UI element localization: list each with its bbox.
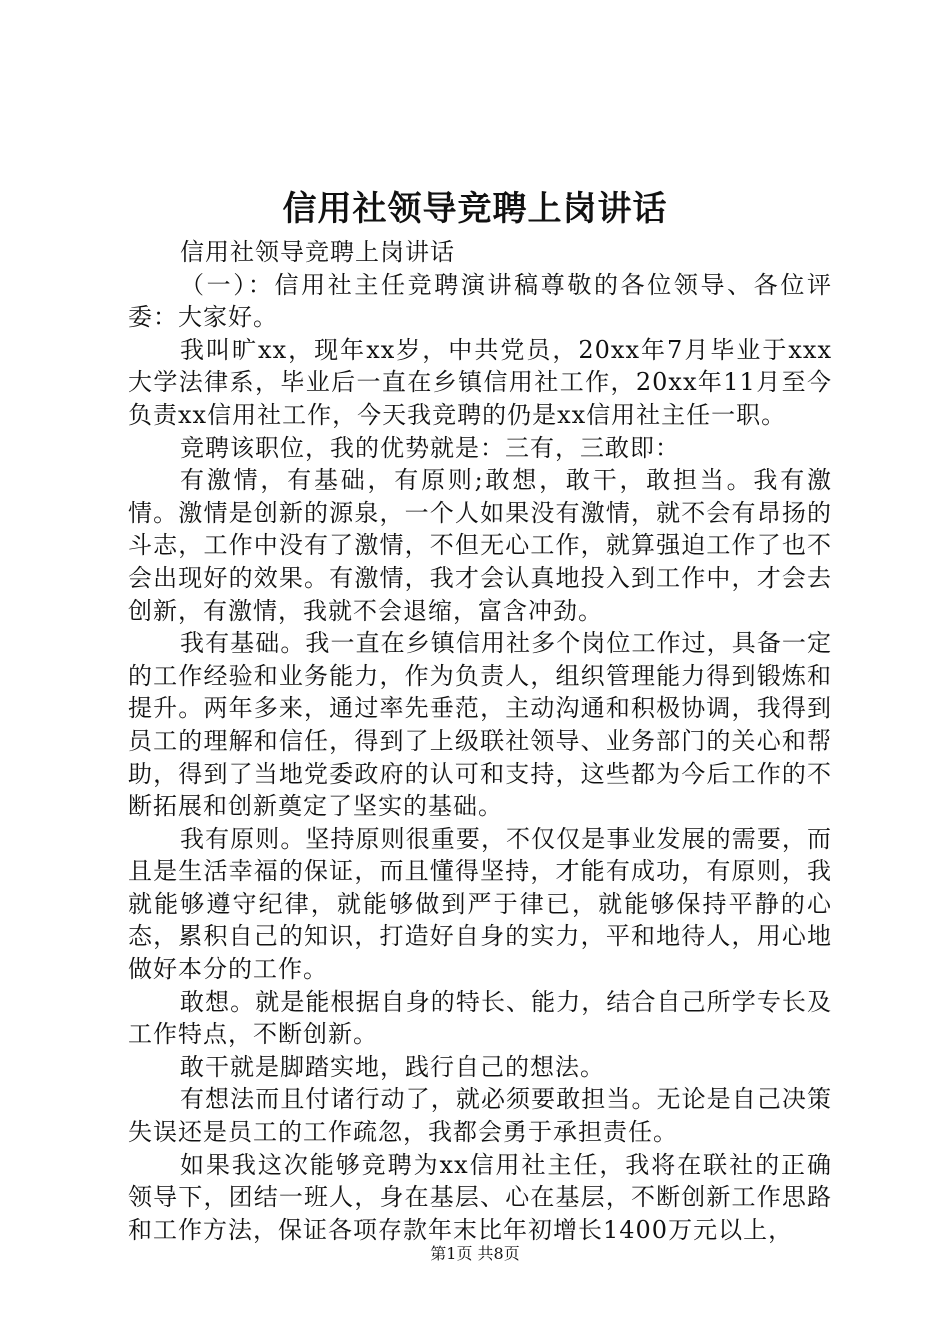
paragraph: 如果我这次能够竞聘为xx信用社主任，我将在联社的正确领导下，团结一班人，身在基层、心在基层，不断创新工作思路和工作方法，保证各项存款年末比年初增长1400万元以上， bbox=[128, 1150, 832, 1244]
document-title: 信用社领导竞聘上岗讲话 bbox=[282, 189, 668, 229]
paragraph: 我有基础。我一直在乡镇信用社多个岗位工作过，具备一定的工作经验和业务能力，作为负责人，组织管理能力得到锻炼和提升。两年多来，通过率先垂范，主动沟通和积极协调，我得到员工的理解和信任，得到了上级联社领导、业务部门的关心和帮助，得到了当地党委政府的认可和支持，这些都为今后工作的不断拓展和创新奠定了坚实的基础。 bbox=[128, 629, 832, 821]
document-body bbox=[128, 236, 832, 1246]
paragraph: 信用社领导竞聘上岗讲话 bbox=[180, 238, 455, 266]
paragraph: 我叫旷xx，现年xx岁，中共党员，20xx年7月毕业于xxx大学法律系，毕业后一直在乡镇信用社工作，20xx年11月至今负责xx信用社工作，今天我竞聘的仍是xx信用社主任一职。 bbox=[128, 335, 832, 429]
paragraph: 竞聘该职位，我的优势就是：三有，三敢即： bbox=[180, 433, 680, 462]
paragraph: 敢想。就是能根据自身的特长、能力，结合自己所学专长及工作特点，不断创新。 bbox=[128, 987, 832, 1049]
paragraph: 有激情，有基础，有原则;敢想，敢干，敢担当。我有激情。激情是创新的源泉，一个人如果没有激情，就不会有昂扬的斗志，工作中没有了激情，不但无心工作，就算强迫工作了也不会出现好的效果。有激情，我才会认真地投入到工作中，才会去创新，有激情，我就不会退缩，富含冲劲。 bbox=[128, 466, 832, 625]
paragraph: 敢干就是脚踏实地，践行自己的想法。 bbox=[180, 1052, 605, 1081]
page-footer: 第1页 共8页 bbox=[430, 1244, 520, 1263]
paragraph: 我有原则。坚持原则很重要，不仅仅是事业发展的需要，而且是生活幸福的保证，而且懂得坚持，才能有成功，有原则，我就能够遵守纪律，就能够做到严于律已，就能够保持平静的心态，累积自己的知识，打造好自身的实力，平和地待人，用心地做好本分的工作。 bbox=[128, 824, 832, 984]
paragraph: 有想法而且付诸行动了，就必须要敢担当。无论是自己决策失误还是员工的工作疏忽，我都会勇于承担责任。 bbox=[128, 1085, 832, 1147]
paragraph: （一）：信用社主任竞聘演讲稿尊敬的各位领导、各位评委：大家好。 bbox=[128, 270, 832, 332]
